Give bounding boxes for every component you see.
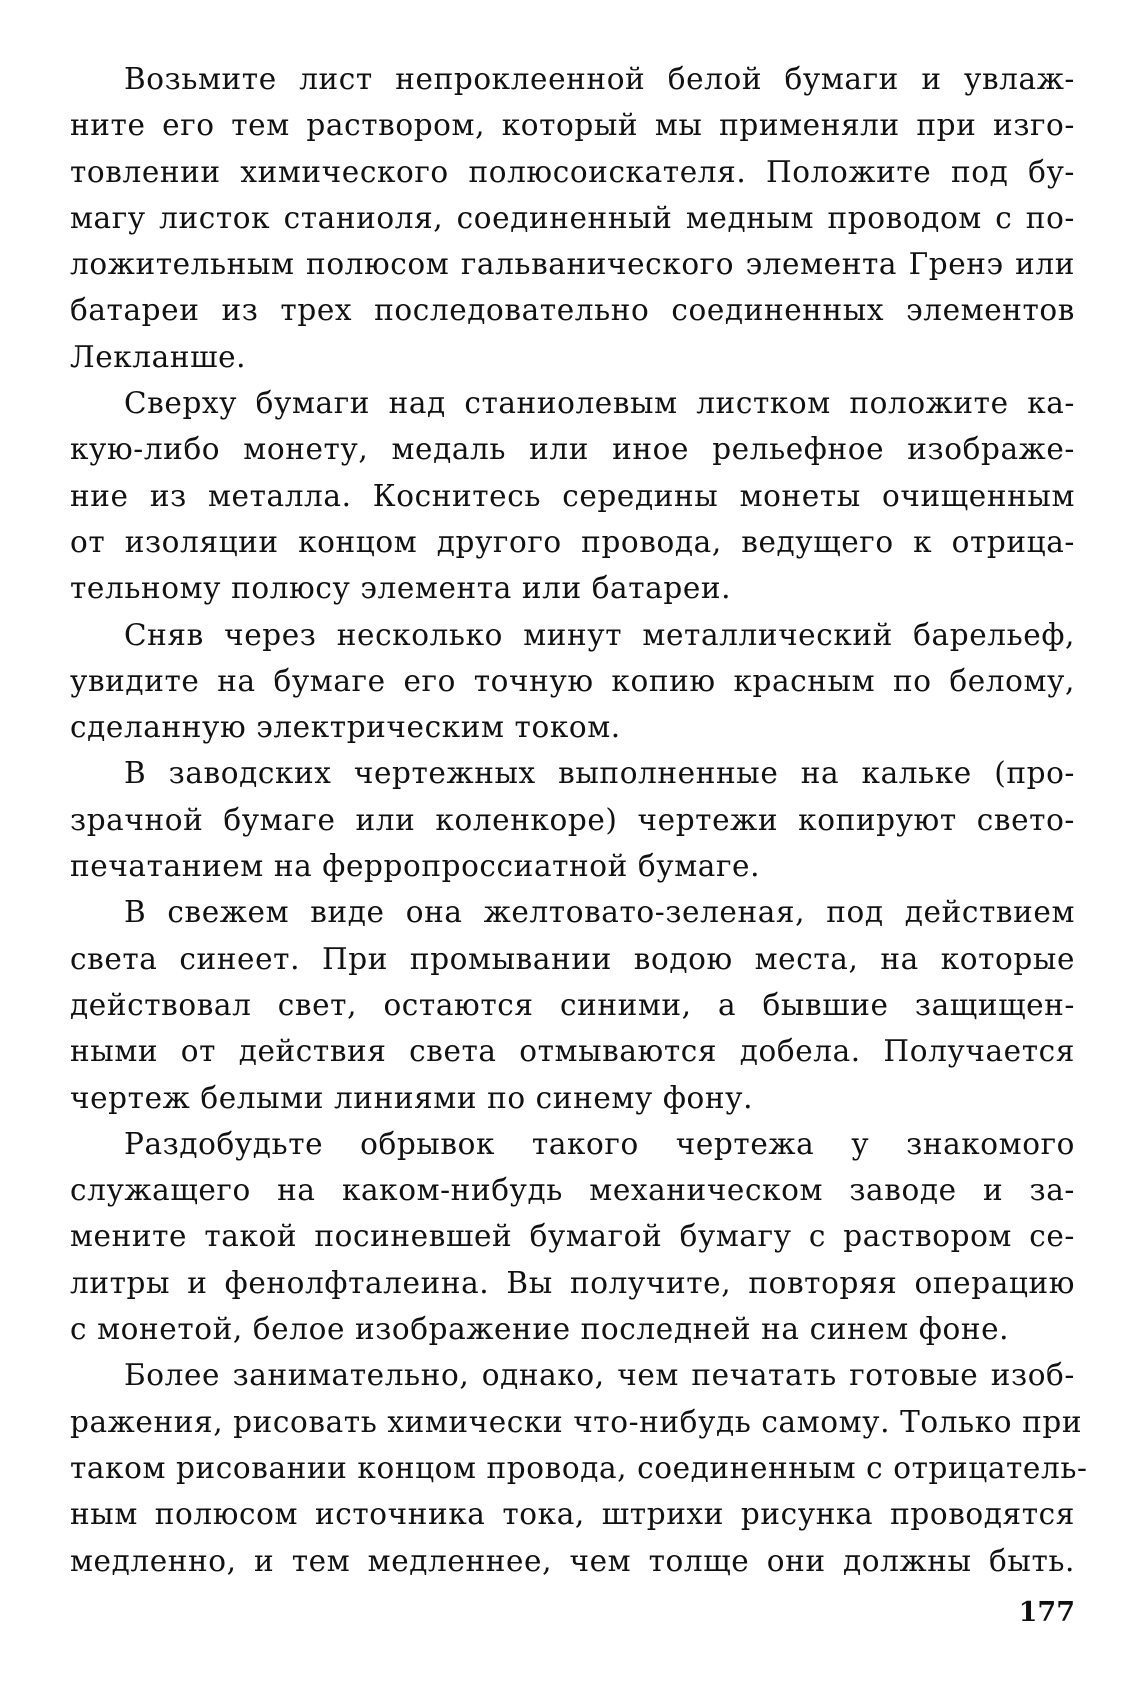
text-line: В заводских чертежных выполненные на кальке (про-	[124, 756, 1075, 791]
text-line: чертеж белыми линиями по синему фону.	[70, 1080, 754, 1115]
paragraph	[70, 1121, 1075, 1352]
page-number: 177	[1018, 1597, 1075, 1628]
text-line: зрачной бумаге или коленкоре) чертежи копируют свето-	[70, 802, 1075, 837]
text-line: товлении химического полюсоискателя. Положите под бу-	[70, 154, 1075, 189]
text-line: В свежем виде она желтовато-зеленая, под действием	[124, 895, 1075, 930]
text-line: печатанием на ферропроссиатной бумаге.	[70, 849, 761, 884]
paragraph	[70, 56, 1075, 380]
paragraph	[70, 750, 1075, 889]
paragraph	[70, 612, 1075, 751]
text-line: литры и фенолфталеина. Вы получите, повторяя операцию	[70, 1265, 1075, 1300]
text-line: Раздобудьте обрывок такого чертежа у знакомого	[124, 1126, 1075, 1161]
text-line: ражения, рисовать химически что-нибудь самому. Только при	[70, 1404, 1083, 1439]
text-line: Более занимательно, однако, чем печатать готовые изоб-	[124, 1358, 1075, 1393]
text-line: кую-либо монету, медаль или иное рельефное изображе-	[70, 432, 1075, 467]
text-line: с монетой, белое изображение последней на синем фоне.	[70, 1312, 1010, 1347]
text-line: Сняв через несколько минут металлический барельеф,	[124, 617, 1075, 652]
text-line: ложительным полюсом гальванического элемента Гренэ или	[70, 247, 1075, 282]
text-line: мените такой посиневшей бумагой бумагу с раствором се-	[70, 1219, 1075, 1254]
text-line: увидите на бумаге его точную копию красным по белому,	[70, 663, 1075, 698]
text-line: ными от действия света отмываются добела. Получается	[70, 1034, 1075, 1069]
text-line: медленно, и тем медленнее, чем толще они должны быть.	[70, 1543, 1075, 1578]
paragraph	[70, 1352, 1088, 1583]
text-line: Возьмите лист непроклеенной белой бумаги и увлаж-	[124, 62, 1075, 96]
text-line: ным полюсом источника тока, штрихи рисунка проводятся	[70, 1497, 1075, 1532]
text-line: Сверху бумаги над станиолевым листком положите ка-	[124, 386, 1075, 421]
text-line: сделанную электрическим током.	[70, 710, 621, 745]
text-line: ните его тем раствором, который мы применяли при изго-	[70, 108, 1075, 143]
text-line: батареи из трех последовательно соединенных элементов	[70, 293, 1075, 328]
text-line: служащего на каком-нибудь механическом заводе и за-	[70, 1173, 1075, 1208]
paragraph	[70, 889, 1075, 1120]
paragraph	[70, 380, 1075, 611]
text-line: Лекланше.	[70, 339, 247, 374]
body-text	[70, 56, 1088, 1584]
text-line: магу листок станиоля, соединенный медным проводом с по-	[70, 200, 1075, 235]
text-line: от изоляции концом другого провода, ведущего к отрица-	[70, 524, 1075, 559]
text-line: действовал свет, остаются синими, а бывшие защищен-	[70, 987, 1075, 1022]
text-line: тельному полюсу элемента или батареи.	[70, 571, 732, 606]
text-line: света синеет. При промывании водою места, на которые	[70, 941, 1075, 976]
text-line: таком рисовании концом провода, соединенным с отрицатель-	[70, 1450, 1088, 1485]
text-line: ние из металла. Коснитесь середины монеты очищенным	[70, 478, 1075, 513]
